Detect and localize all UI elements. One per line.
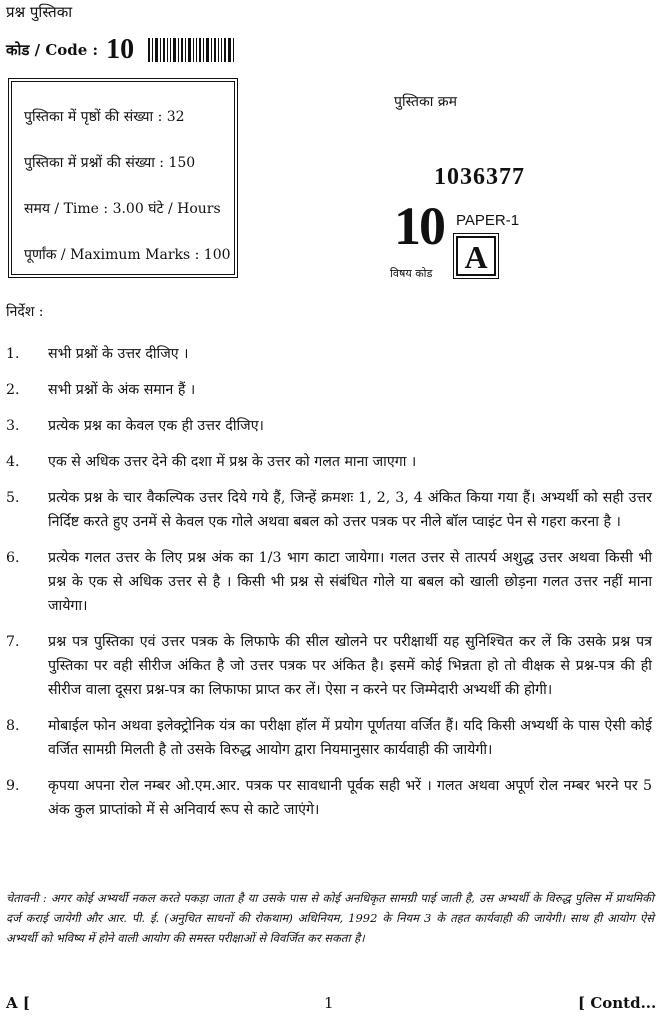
instruction-text: प्रत्येक गलत उत्तर के लिए प्रश्न अंक का 1/3 भाग काटा जायेगा। गलत उत्तर से तात्पर्य अशुद्ध उत्तर अथवा किसी भी प्रश्न के एक से अधिक उत्तर से है । किसी भी प्रश्न से संबंधित गोले या बबल को खाली छोड़ना गलत उत्तर नहीं माना जायेगा। bbox=[48, 550, 652, 614]
instruction-number: 7. bbox=[6, 634, 20, 650]
code-label: कोड / Code : bbox=[6, 41, 99, 59]
maximum-marks: पूर्णांक / Maximum Marks : 100 bbox=[24, 247, 231, 263]
instruction-text: प्रत्येक प्रश्न के चार वैकल्पिक उत्तर दिये गये हैं, जिन्हें क्रमशः 1, 2, 3, 4 अंकित किया गया हैं। अभ्यर्थी को सही उत्तर निर्दिष्ट करते हुए उनमें से केवल एक गोले अथवा बबल को उत्तर पत्रक पर नीले बॉल प्वाइंट पेन से गहरा करना है । bbox=[48, 490, 652, 530]
instruction-number: 9. bbox=[6, 778, 20, 794]
code-value: 10 bbox=[106, 34, 135, 65]
instruction-item bbox=[6, 630, 652, 702]
instruction-text: प्रत्येक प्रश्न का केवल एक ही उत्तर दीजिए। bbox=[48, 418, 264, 434]
instructions-heading: निर्देश : bbox=[6, 304, 44, 320]
questions-count: पुस्तिका में प्रश्नों की संख्या : 150 bbox=[24, 155, 196, 171]
barcode-icon bbox=[148, 38, 236, 62]
instruction-item bbox=[6, 774, 652, 822]
paper-label: PAPER-1 bbox=[456, 212, 520, 229]
instruction-number: 6. bbox=[6, 550, 20, 566]
instruction-item bbox=[6, 450, 652, 474]
instruction-number: 5. bbox=[6, 490, 20, 506]
footer-continued: [ Contd... bbox=[578, 994, 657, 1012]
footer-series: A [ bbox=[6, 994, 30, 1012]
instruction-text: कृपया अपना रोल नम्बर ओ.एम.आर. पत्रक पर सावधानी पूर्वक सही भरें । गलत अथवा अपूर्ण रोल नम्बर भरने पर 5 अंक कुल प्राप्तांको में से अनिवार्य रूप से काटे जाएंगे। bbox=[48, 778, 652, 818]
warning-note: चेतावनी : अगर कोई अभ्यर्थी नकल करते पकड़ा जाता है या उसके पास से कोई अनधिकृत सामग्री पाई जाती है, उस अभ्यर्थी के विरुद्ध पुलिस में प्राथमिकी दर्ज कराई जायेगी और आर. पी. ई. (अनुचित साधनों की रोकथाम) अधिनियम, 1992 के नियम 3 के तहत कार्यवाही की जायेगी। साथ ही आयोग ऐसे अभ्यर्थी को भविष्य में होने वाली आयोग की समस्त परीक्षाओं से विवर्जित कर सकता है। bbox=[6, 891, 654, 945]
serial-number: 1036377 bbox=[434, 164, 525, 190]
booklet-series-label: पुस्तिका क्रम bbox=[394, 94, 457, 110]
exam-time: समय / Time : 3.00 घंटे / Hours bbox=[24, 201, 221, 217]
instruction-text: एक से अधिक उत्तर देने की दशा में प्रश्न के उत्तर को गलत माना जाएगा । bbox=[48, 454, 417, 470]
instruction-item bbox=[6, 714, 652, 762]
code-row bbox=[6, 34, 236, 66]
instruction-number: 2. bbox=[6, 382, 20, 398]
page-title: प्रश्न पुस्तिका bbox=[6, 3, 73, 21]
instruction-text: मोबाईल फोन अथवा इलेक्ट्रोनिक यंत्र का परीक्षा हॉल में प्रयोग पूर्णतया वर्जित हैं। यदि किसी अभ्यर्थी के पास ऐसी कोई वर्जित सामग्री मिलती है तो उसके विरुद्ध आयोग द्वारा नियमानुसार कार्यवाही की जायेगी। bbox=[48, 718, 652, 758]
page-number: 1 bbox=[324, 994, 334, 1012]
instruction-number: 1. bbox=[6, 346, 20, 362]
instruction-item bbox=[6, 546, 652, 618]
instructions-list bbox=[6, 342, 652, 834]
instruction-number: 3. bbox=[6, 418, 20, 434]
instruction-text: सभी प्रश्नों के उत्तर दीजिए । bbox=[48, 346, 189, 362]
booklet-info-box bbox=[8, 78, 238, 278]
instruction-item bbox=[6, 378, 652, 402]
subject-code-label: विषय कोड bbox=[390, 267, 433, 280]
subject-code: 10 bbox=[394, 196, 444, 256]
instruction-number: 8. bbox=[6, 718, 20, 734]
instruction-number: 4. bbox=[6, 454, 20, 470]
instruction-text: सभी प्रश्नों के अंक समान हैं । bbox=[48, 382, 196, 398]
instruction-text: प्रश्न पत्र पुस्तिका एवं उत्तर पत्रक के लिफाफे की सील खोलने पर परीक्षार्थी यह सुनिश्चित कर लें कि उसके प्रश्न पत्र पुस्तिका पर वही सीरीज अंकित है जो उत्तर पत्रक पर अंकित है। इसमें कोई भिन्नता हो तो वीक्षक से प्रश्न-पत्र की ही सीरीज वाला दूसरा प्रश्न-पत्र का लिफाफा प्राप्त कर लें। ऐसा न करने पर जिम्मेदारी अभ्यर्थी की होगी। bbox=[48, 634, 652, 698]
series-letter-box: A bbox=[456, 236, 496, 276]
instruction-item bbox=[6, 342, 652, 366]
pages-count: पुस्तिका में पृष्ठों की संख्या : 32 bbox=[24, 109, 185, 125]
instruction-item bbox=[6, 486, 652, 534]
instruction-item bbox=[6, 414, 652, 438]
